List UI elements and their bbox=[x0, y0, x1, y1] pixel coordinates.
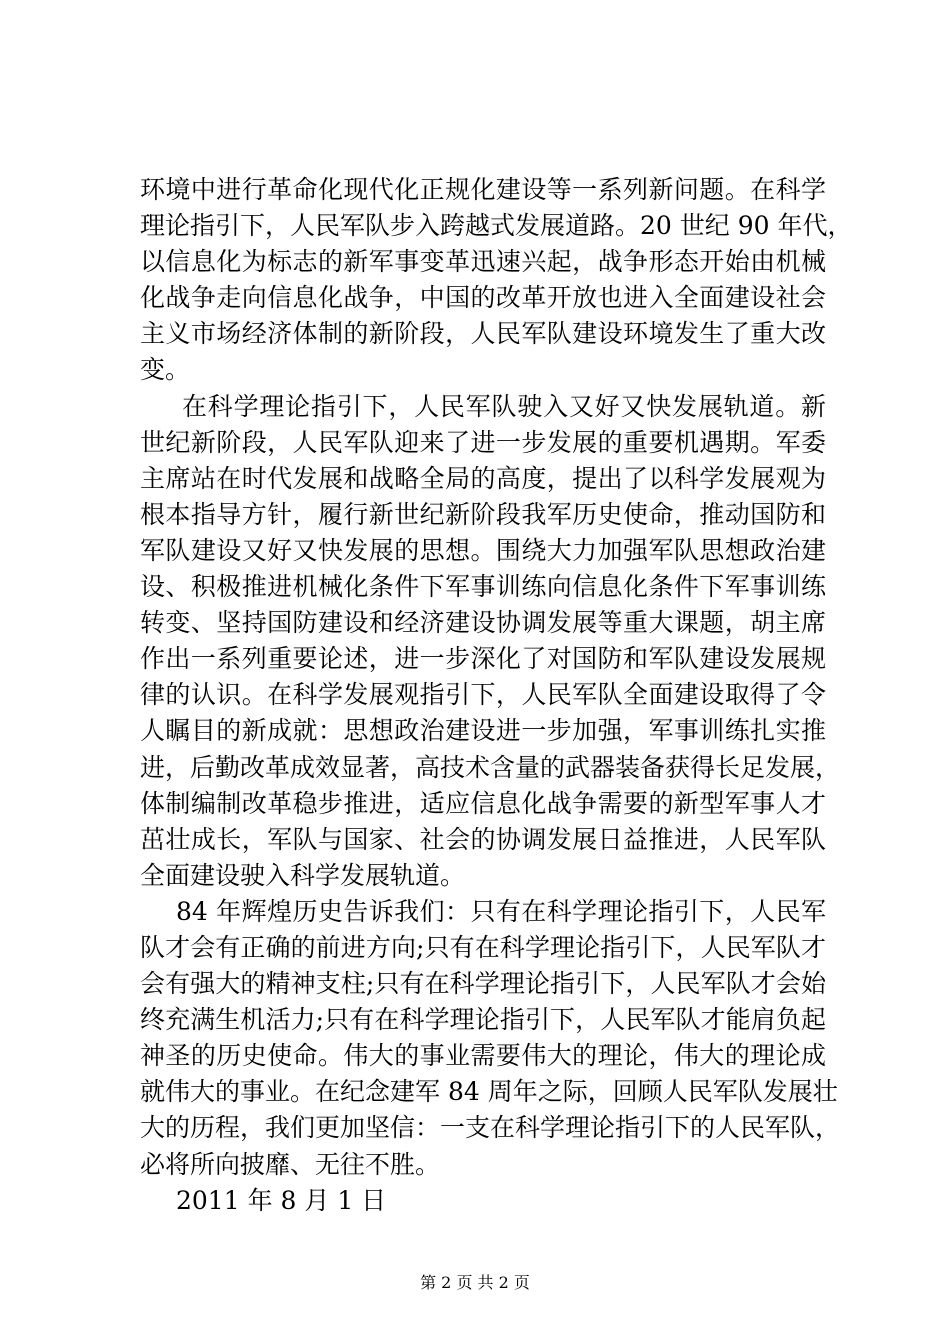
text-line: 84 年辉煌历史告诉我们：只有在科学理论指引下，人民军 bbox=[176, 896, 826, 926]
text-line: 以信息化为标志的新军事变革迅速兴起，战争形态开始由机械 bbox=[140, 247, 826, 277]
text-line: 根本指导方针，履行新世纪新阶段我军历史使命，推动国防和 bbox=[140, 499, 826, 529]
text-line: 全面建设驶入科学发展轨道。 bbox=[140, 860, 466, 890]
page-footer: 第 2 页 共 2 页 bbox=[420, 1273, 530, 1292]
text-line: 主义市场经济体制的新阶段，人民军队建设环境发生了重大改 bbox=[140, 319, 826, 349]
text-line: 进，后勤改革成效显著，高技术含量的武器装备获得长足发展， bbox=[140, 752, 841, 782]
text-line: 大的历程，我们更加坚信：一支在科学理论指引下的人民军队， bbox=[140, 1113, 841, 1143]
text-line: 设、积极推进机械化条件下军事训练向信息化条件下军事训练 bbox=[140, 572, 826, 602]
paragraph bbox=[140, 1183, 826, 1219]
text-line: 在科学理论指引下，人民军队驶入又好又快发展轨道。新 bbox=[182, 391, 826, 421]
text-line: 体制编制改革稳步推进，适应信息化战争需要的新型军事人才 bbox=[140, 788, 826, 818]
text-line: 神圣的历史使命。伟大的事业需要伟大的理论，伟大的理论成 bbox=[140, 1041, 826, 1071]
text-line: 茁壮成长，军队与国家、社会的协调发展日益推进，人民军队 bbox=[140, 824, 826, 854]
text-line: 作出一系列重要论述，进一步深化了对国防和军队建设发展规 bbox=[140, 644, 826, 674]
paragraph bbox=[140, 389, 841, 894]
text-line: 必将所向披靡、无往不胜。 bbox=[140, 1149, 441, 1179]
text-line: 会有强大的精神支柱;只有在科学理论指引下，人民军队才会始 bbox=[140, 969, 826, 999]
text-line: 终充满生机活力;只有在科学理论指引下，人民军队才能肩负起 bbox=[140, 1005, 826, 1035]
text-line: 2011 年 8 月 1 日 bbox=[176, 1185, 387, 1215]
text-line: 队才会有正确的前进方向;只有在科学理论指引下，人民军队才 bbox=[140, 932, 826, 962]
body-text bbox=[140, 172, 853, 1219]
text-line: 主席站在时代发展和战略全局的高度，提出了以科学发展观为 bbox=[140, 463, 826, 493]
paragraph bbox=[140, 894, 841, 1183]
text-line: 就伟大的事业。在纪念建军 84 周年之际，回顾人民军队发展壮 bbox=[140, 1077, 838, 1107]
text-line: 环境中进行革命化现代化正规化建设等一系列新问题。在科学 bbox=[140, 175, 826, 204]
paragraph bbox=[140, 172, 853, 389]
text-line: 转变、坚持国防建设和经济建设协调发展等重大课题，胡主席 bbox=[140, 608, 826, 638]
text-line: 变。 bbox=[140, 355, 191, 385]
text-line: 世纪新阶段，人民军队迎来了进一步发展的重要机遇期。军委 bbox=[140, 427, 826, 457]
text-line: 人瞩目的新成就：思想政治建设进一步加强，军事训练扎实推 bbox=[140, 716, 826, 746]
text-line: 化战争走向信息化战争，中国的改革开放也进入全面建设社会 bbox=[140, 283, 826, 313]
text-line: 理论指引下，人民军队步入跨越式发展道路。20 世纪 90 年代， bbox=[140, 211, 853, 241]
text-line: 律的认识。在科学发展观指引下，人民军队全面建设取得了令 bbox=[140, 680, 826, 710]
text-line: 军队建设又好又快发展的思想。围绕大力加强军队思想政治建 bbox=[140, 535, 826, 565]
